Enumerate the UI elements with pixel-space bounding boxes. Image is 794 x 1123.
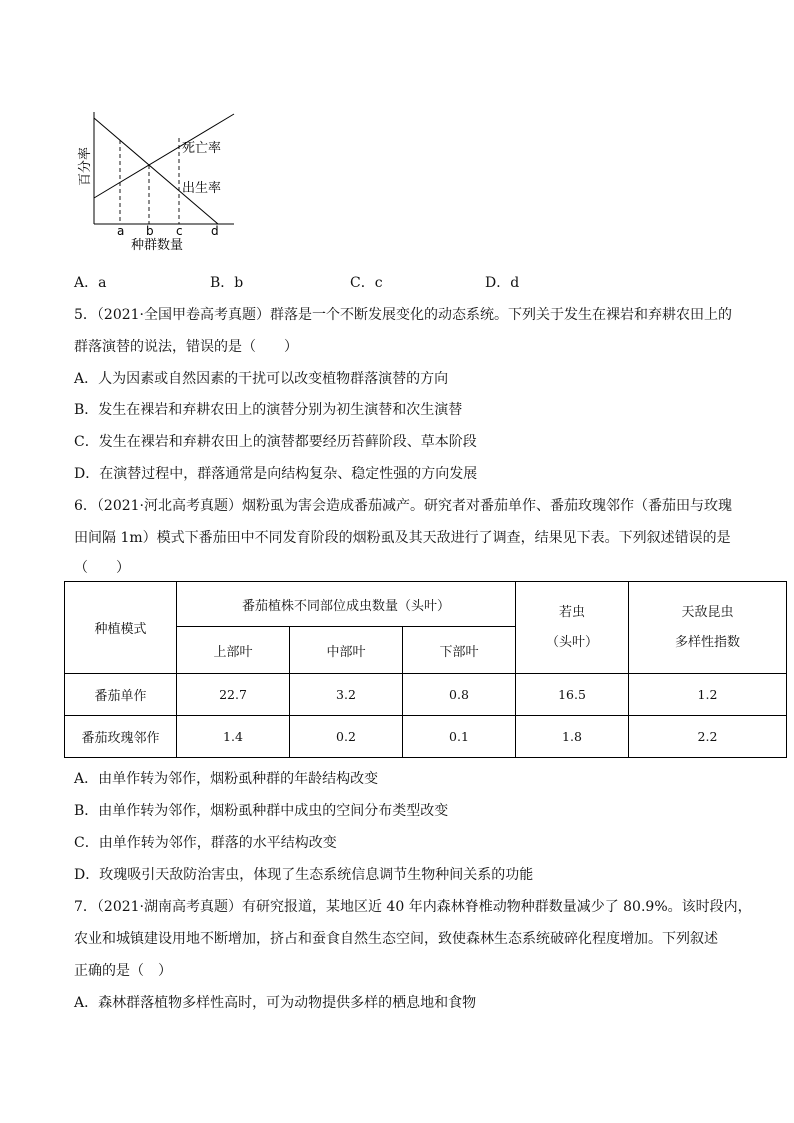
row-enemy: 1.2 (629, 674, 787, 716)
row-upper: 1.4 (177, 716, 290, 758)
q4-option-a[interactable]: A．a (74, 275, 107, 291)
q7-stem-line2: 农业和城镇建设用地不断增加，挤占和蚕食自然生态空间，致使森林生态系统破碎化程度增加。下列叙述 (74, 931, 718, 947)
q7-stem-line1: 7．（2021·湖南高考真题）有研究报道，某地区近 40 年内森林脊椎动物种群数量减少了 80.9%。该时段内， (74, 899, 752, 915)
row-mode: 番茄玫瑰邻作 (65, 716, 177, 758)
q5-option-b[interactable]: B．发生在裸岩和弃耕农田上的演替分别为初生演替和次生演替 (74, 402, 463, 418)
q6-stem-line2: 田间隔 1m）模式下番茄田中不同发育阶段的烟粉虱及其天敌进行了调查，结果见下表。下列叙述错误的是 (74, 530, 731, 546)
q6-stem-line1: 6．（2021·河北高考真题）烟粉虱为害会造成番茄减产。研究者对番茄单作、番茄玫瑰邻作（番茄田与玫瑰 (74, 498, 732, 514)
q7-option-a[interactable]: A．森林群落植物多样性高时，可为动物提供多样的栖息地和食物 (74, 995, 477, 1011)
q4-option-c[interactable]: C．c (350, 275, 383, 291)
row-mode: 番茄单作 (65, 674, 177, 716)
q6-stem-line3: （ ） (74, 560, 130, 576)
header-lower-leaf: 下部叶 (403, 627, 516, 674)
header-nymph (516, 582, 629, 674)
q4-options (74, 272, 634, 292)
row-upper: 22.7 (177, 674, 290, 716)
q6-option-a[interactable]: A．由单作转为邻作，烟粉虱种群的年龄结构改变 (74, 771, 379, 787)
x-axis-label: 种群数量 (131, 238, 184, 253)
table-row (65, 674, 787, 716)
birth-death-rate-figure (70, 108, 250, 258)
q4-option-d[interactable]: D．d (485, 275, 520, 291)
header-middle-leaf: 中部叶 (290, 627, 403, 674)
q5-option-a[interactable]: A．人为因素或自然因素的干扰可以改变植物群落演替的方向 (74, 371, 449, 387)
row-lower: 0.1 (403, 716, 516, 758)
q6-data-table (64, 581, 787, 758)
tick-a: a (117, 224, 125, 238)
tick-d: d (211, 224, 219, 238)
q5-option-c[interactable]: C．发生在裸岩和弃耕农田上的演替都要经历苔藓阶段、草本阶段 (74, 434, 477, 450)
header-enemy-line2: 多样性指数 (674, 634, 740, 650)
row-middle: 3.2 (290, 674, 403, 716)
row-middle: 0.2 (290, 716, 403, 758)
q4-option-b[interactable]: B．b (210, 275, 244, 291)
q5-stem-line2: 群落演替的说法，错误的是（ ） (74, 339, 298, 355)
row-lower: 0.8 (403, 674, 516, 716)
tick-c: c (176, 224, 183, 238)
q6-option-b[interactable]: B．由单作转为邻作，烟粉虱种群中成虫的空间分布类型改变 (74, 803, 449, 819)
q5-option-d[interactable]: D．在演替过程中，群落通常是向结构复杂、稳定性强的方向发展 (74, 466, 478, 482)
y-axis-label: 百分率 (78, 146, 93, 186)
tick-b: b (146, 224, 154, 238)
header-nymph-line1: 若虫 (558, 604, 585, 620)
row-enemy: 2.2 (629, 716, 787, 758)
death-rate-label: 死亡率 (182, 141, 222, 156)
header-nymph-line2: （头叶） (545, 634, 598, 650)
header-enemy-diversity (629, 582, 787, 674)
birth-rate-label: 出生率 (182, 181, 222, 196)
birth-rate-line (94, 118, 218, 224)
q5-stem-line1: 5．（2021·全国甲卷高考真题）群落是一个不断发展变化的动态系统。下列关于发生在裸岩和弃耕农田上的 (74, 307, 732, 323)
header-enemy-line1: 天敌昆虫 (681, 604, 734, 620)
header-upper-leaf: 上部叶 (177, 627, 290, 674)
row-nymph: 1.8 (516, 716, 629, 758)
table-row (65, 716, 787, 758)
row-nymph: 16.5 (516, 674, 629, 716)
q6-option-c[interactable]: C．由单作转为邻作，群落的水平结构改变 (74, 835, 337, 851)
q7-stem-line3: 正确的是（ ） (74, 963, 172, 979)
header-planting-mode: 种植模式 (65, 582, 177, 674)
q6-option-d[interactable]: D．玫瑰吸引天敌防治害虫，体现了生态系统信息调节生物种间关系的功能 (74, 867, 534, 883)
header-adult-count: 番茄植株不同部位成虫数量（头叶） (177, 582, 516, 627)
